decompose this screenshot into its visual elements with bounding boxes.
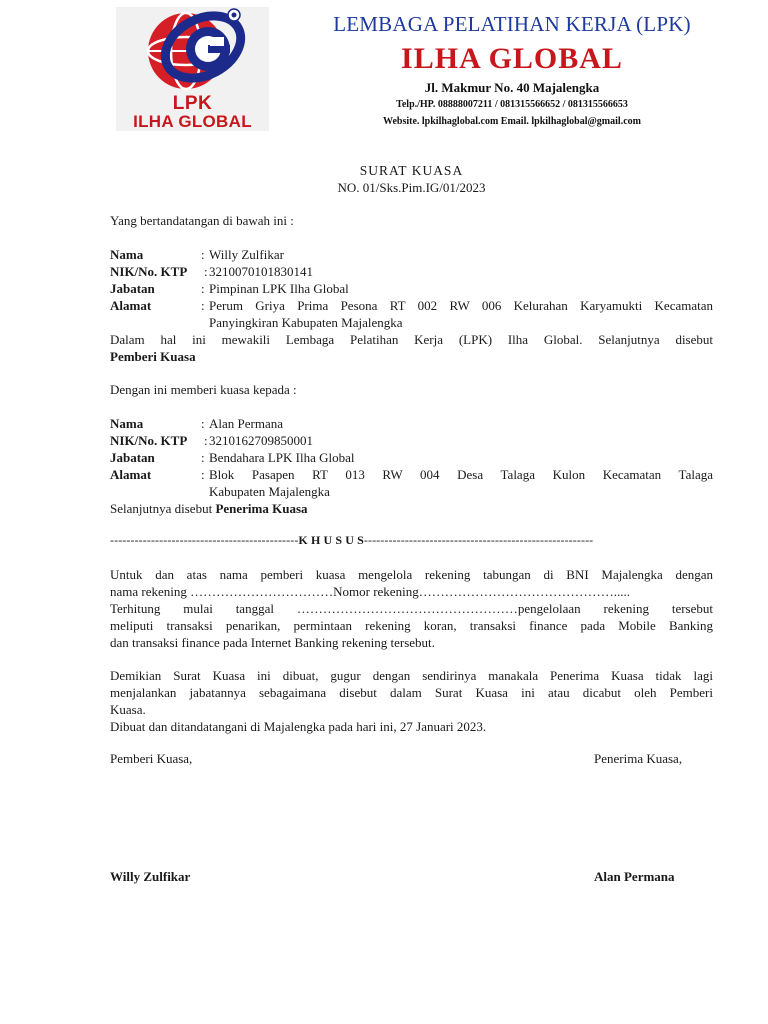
grantee-address-line2: Kabupaten Majalengka xyxy=(209,484,330,499)
grantor-signature-role: Pemberi Kuasa, xyxy=(110,751,193,766)
label-nik: NIK/No. KTP xyxy=(110,433,188,448)
p2-line4: Dibuat dan ditandatangani di Majalengka pada hari ini, 27 Januari 2023. xyxy=(110,719,487,734)
grantee-address-line1: Blok Pasapen RT 013 RW 004 Desa Talaga Kulon Kecamatan Talaga xyxy=(209,467,713,482)
p1-line5: dan transaksi finance pada Internet Banking rekening tersebut. xyxy=(110,635,435,650)
colon: : xyxy=(201,247,205,262)
label-alamat: Alamat xyxy=(110,467,152,482)
label-alamat: Alamat xyxy=(110,298,152,313)
dashes-right: -------------------------------------------------------- xyxy=(363,533,594,547)
p2-line3: Kuasa. xyxy=(110,702,146,717)
khusus-separator xyxy=(110,533,710,548)
colon: : xyxy=(201,467,205,482)
label-nama: Nama xyxy=(110,247,144,262)
grantee-reference xyxy=(110,500,713,517)
represent-text: Dalam hal ini mewakili Lembaga Pelatihan Kerja (LPK) Ilha Global. Selanjutnya disebut xyxy=(110,332,713,347)
org-website-email: Website. lpkilhaglobal.com Email. lpkilhaglobal@gmail.com xyxy=(383,116,641,127)
intro-text: Yang bertandatangan di bawah ini : xyxy=(110,213,294,228)
org-address: Jl. Makmur No. 40 Majalengka xyxy=(424,80,600,95)
p1-line3: Terhitung mulai tanggal ……………………………………………pengelolaan rekening tersebut xyxy=(110,601,713,616)
org-name-heading: ILHA GLOBAL xyxy=(401,42,623,75)
refer-prefix: Selanjutnya disebut xyxy=(110,501,213,516)
label-jabatan: Jabatan xyxy=(110,281,155,296)
grantee-name: Alan Permana xyxy=(209,416,284,431)
grantor-address-line2: Panyingkiran Kabupaten Majalengka xyxy=(209,315,403,330)
grantee-signature-role: Penerima Kuasa, xyxy=(594,751,683,766)
document-number: NO. 01/Sks.Pim.IG/01/2023 xyxy=(337,180,486,195)
grantor-nik: 3210070101830141 xyxy=(209,264,313,279)
label-nama: Nama xyxy=(110,416,144,431)
colon: : xyxy=(201,450,205,465)
label-jabatan: Jabatan xyxy=(110,450,155,465)
p1-line4: meliputi transaksi penarikan, permintaan rekening koran, transaksi finance pada Mobile Banking xyxy=(110,618,713,633)
grantor-address-line1: Perum Griya Prima Pesona RT 002 RW 006 Kelurahan Karyamukti Kecamatan xyxy=(209,298,713,313)
logo-text-ilha-global: ILHA GLOBAL xyxy=(133,112,252,131)
colon: : xyxy=(204,433,208,448)
org-phone: Telp./HP. 08888007211 / 081315566652 / 081315566653 xyxy=(396,99,628,110)
khusus-label: K H U S U S xyxy=(298,533,364,547)
globe-logo-icon xyxy=(116,7,269,97)
pemberi-kuasa-label: Pemberi Kuasa xyxy=(110,349,196,364)
colon: : xyxy=(201,416,205,431)
label-nik: NIK/No. KTP xyxy=(110,264,188,279)
grantor-signature-name: Willy Zulfikar xyxy=(110,869,191,884)
colon: : xyxy=(204,264,208,279)
p1-line1: Untuk dan atas nama pemberi kuasa mengelola rekening tabungan di BNI Majalengka dengan xyxy=(110,567,713,582)
penerima-kuasa-label: Penerima Kuasa xyxy=(215,501,308,516)
lpk-logo xyxy=(116,7,269,131)
p1-line2: nama rekening ……………………………Nomor rekening………………………………………..... xyxy=(110,584,630,599)
colon: : xyxy=(201,298,205,313)
colon: : xyxy=(201,281,205,296)
logo-text-lpk: LPK xyxy=(172,93,213,114)
grantor-position: Pimpinan LPK Ilha Global xyxy=(209,281,349,296)
grantor-name: Willy Zulfikar xyxy=(209,247,284,262)
document-title: SURAT KUASA xyxy=(359,163,464,178)
dashes-left: ---------------------------------------------- xyxy=(110,533,299,547)
grantee-nik: 3210162709850001 xyxy=(209,433,313,448)
grantee-position: Bendahara LPK Ilha Global xyxy=(209,450,355,465)
transition-text: Dengan ini memberi kuasa kepada : xyxy=(110,382,297,397)
grantee-signature-name: Alan Permana xyxy=(594,869,675,884)
p2-line1: Demikian Surat Kuasa ini dibuat, gugur dengan sendirinya manakala Penerima Kuasa tidak lagi xyxy=(110,668,713,683)
org-type-heading: LEMBAGA PELATIHAN KERJA (LPK) xyxy=(333,12,691,36)
p2-line2: menjalankan jabatannya sebagaimana disebut dalam Surat Kuasa ini atau dicabut oleh Pemberi xyxy=(110,685,713,700)
